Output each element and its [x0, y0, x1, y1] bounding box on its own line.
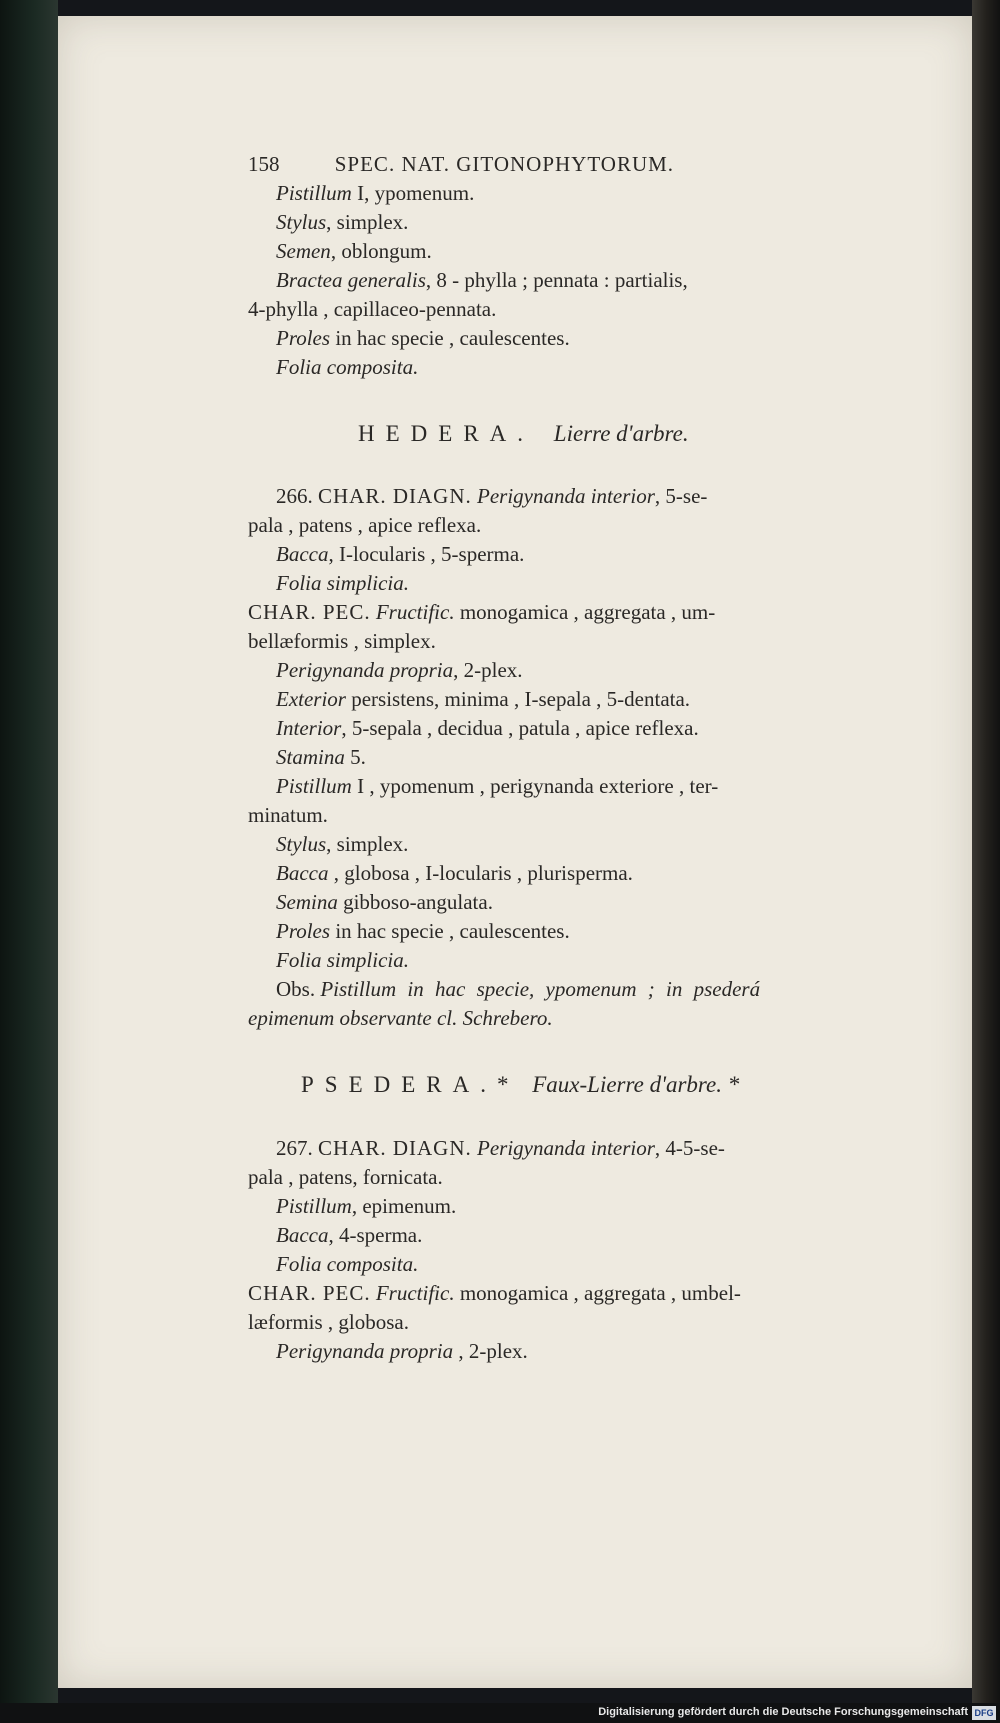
common-name: Faux-Lierre d'arbre. *	[532, 1072, 740, 1097]
text-line: Folia composita.	[276, 1252, 419, 1276]
text-line: pala , patens, fornicata.	[248, 1165, 443, 1189]
dfg-logo-icon: DFG	[972, 1706, 996, 1720]
text-line: Semina gibboso-angulata.	[276, 890, 493, 914]
text-line: Folia simplicia.	[276, 948, 409, 972]
text-line: bellæformis , simplex.	[248, 629, 436, 653]
text-line: 4-phylla , capillaceo-pennata.	[248, 297, 497, 321]
text-line: Obs. Pistillum in hac specie, ypomenum ; in psederá	[276, 977, 761, 1001]
page-number: 158	[248, 152, 280, 176]
funding-credit: Digitalisierung gefördert durch die Deutsche Forschungsgemeinschaft	[598, 1706, 968, 1718]
genus-name: HEDERA.	[358, 421, 535, 446]
text-line: epimenum observante cl. Schrebero.	[248, 1006, 553, 1030]
book-edge-left	[0, 0, 58, 1723]
text-line: Interior, 5-sepala , decidua , patula , apice reflexa.	[276, 716, 699, 740]
text-line: Bacca, I-locularis , 5-sperma.	[276, 542, 525, 566]
text-line: 266. CHAR. DIAGN. Perigynanda interior, 5-se-	[276, 484, 708, 508]
text-line: CHAR. PEC. Fructific. monogamica , aggregata , um-	[248, 600, 716, 624]
page-text	[58, 16, 972, 1688]
text-line: Pistillum, epimenum.	[276, 1194, 457, 1218]
text-line: minatum.	[248, 803, 328, 827]
text-line: Perigynanda propria, 2-plex.	[276, 658, 523, 682]
text-line: Stylus, simplex.	[276, 210, 409, 234]
running-header	[248, 152, 674, 176]
text-line: CHAR. PEC. Fructific. monogamica , aggregata , umbel-	[248, 1281, 741, 1305]
text-line: 267. CHAR. DIAGN. Perigynanda interior, 4-5-se-	[276, 1136, 725, 1160]
text-line: Bractea generalis, 8 - phylla ; pennata : partialis,	[276, 268, 688, 292]
genus-name: PSEDERA.	[301, 1072, 497, 1097]
text-line: Stamina 5.	[276, 745, 366, 769]
text-line: pala , patens , apice reflexa.	[248, 513, 482, 537]
running-title: SPEC. NAT. GITONOPHYTORUM.	[334, 152, 675, 176]
text-line: Proles in hac specie , caulescentes.	[276, 326, 570, 350]
text-line: Folia simplicia.	[276, 571, 409, 595]
text-line: Bacca , globosa , I-locularis , plurisperma.	[276, 861, 633, 885]
text-line: Proles in hac specie , caulescentes.	[276, 919, 570, 943]
text-line: Folia composita.	[276, 355, 419, 379]
book-page	[58, 16, 972, 1688]
digitization-footer	[0, 1703, 1000, 1723]
text-line: Stylus, simplex.	[276, 832, 409, 856]
text-line: Perigynanda propria , 2-plex.	[276, 1339, 528, 1363]
genus-heading	[358, 422, 689, 446]
genus-heading: PSEDERA.* Faux-Lierre d'arbre. *	[301, 1072, 740, 1097]
text-line: læformis , globosa.	[248, 1310, 409, 1334]
common-name: Lierre d'arbre.	[553, 421, 689, 446]
text-line: Pistillum I , ypomenum , perigynanda exteriore , ter-	[276, 774, 719, 798]
text-line: Bacca, 4-sperma.	[276, 1223, 423, 1247]
text-line: Semen, oblongum.	[276, 239, 432, 263]
book-edge-right	[972, 0, 1000, 1723]
text-line: Exterior persistens, minima , I-sepala , 5-dentata.	[276, 687, 691, 711]
text-line: Pistillum I, ypomenum.	[276, 181, 475, 205]
